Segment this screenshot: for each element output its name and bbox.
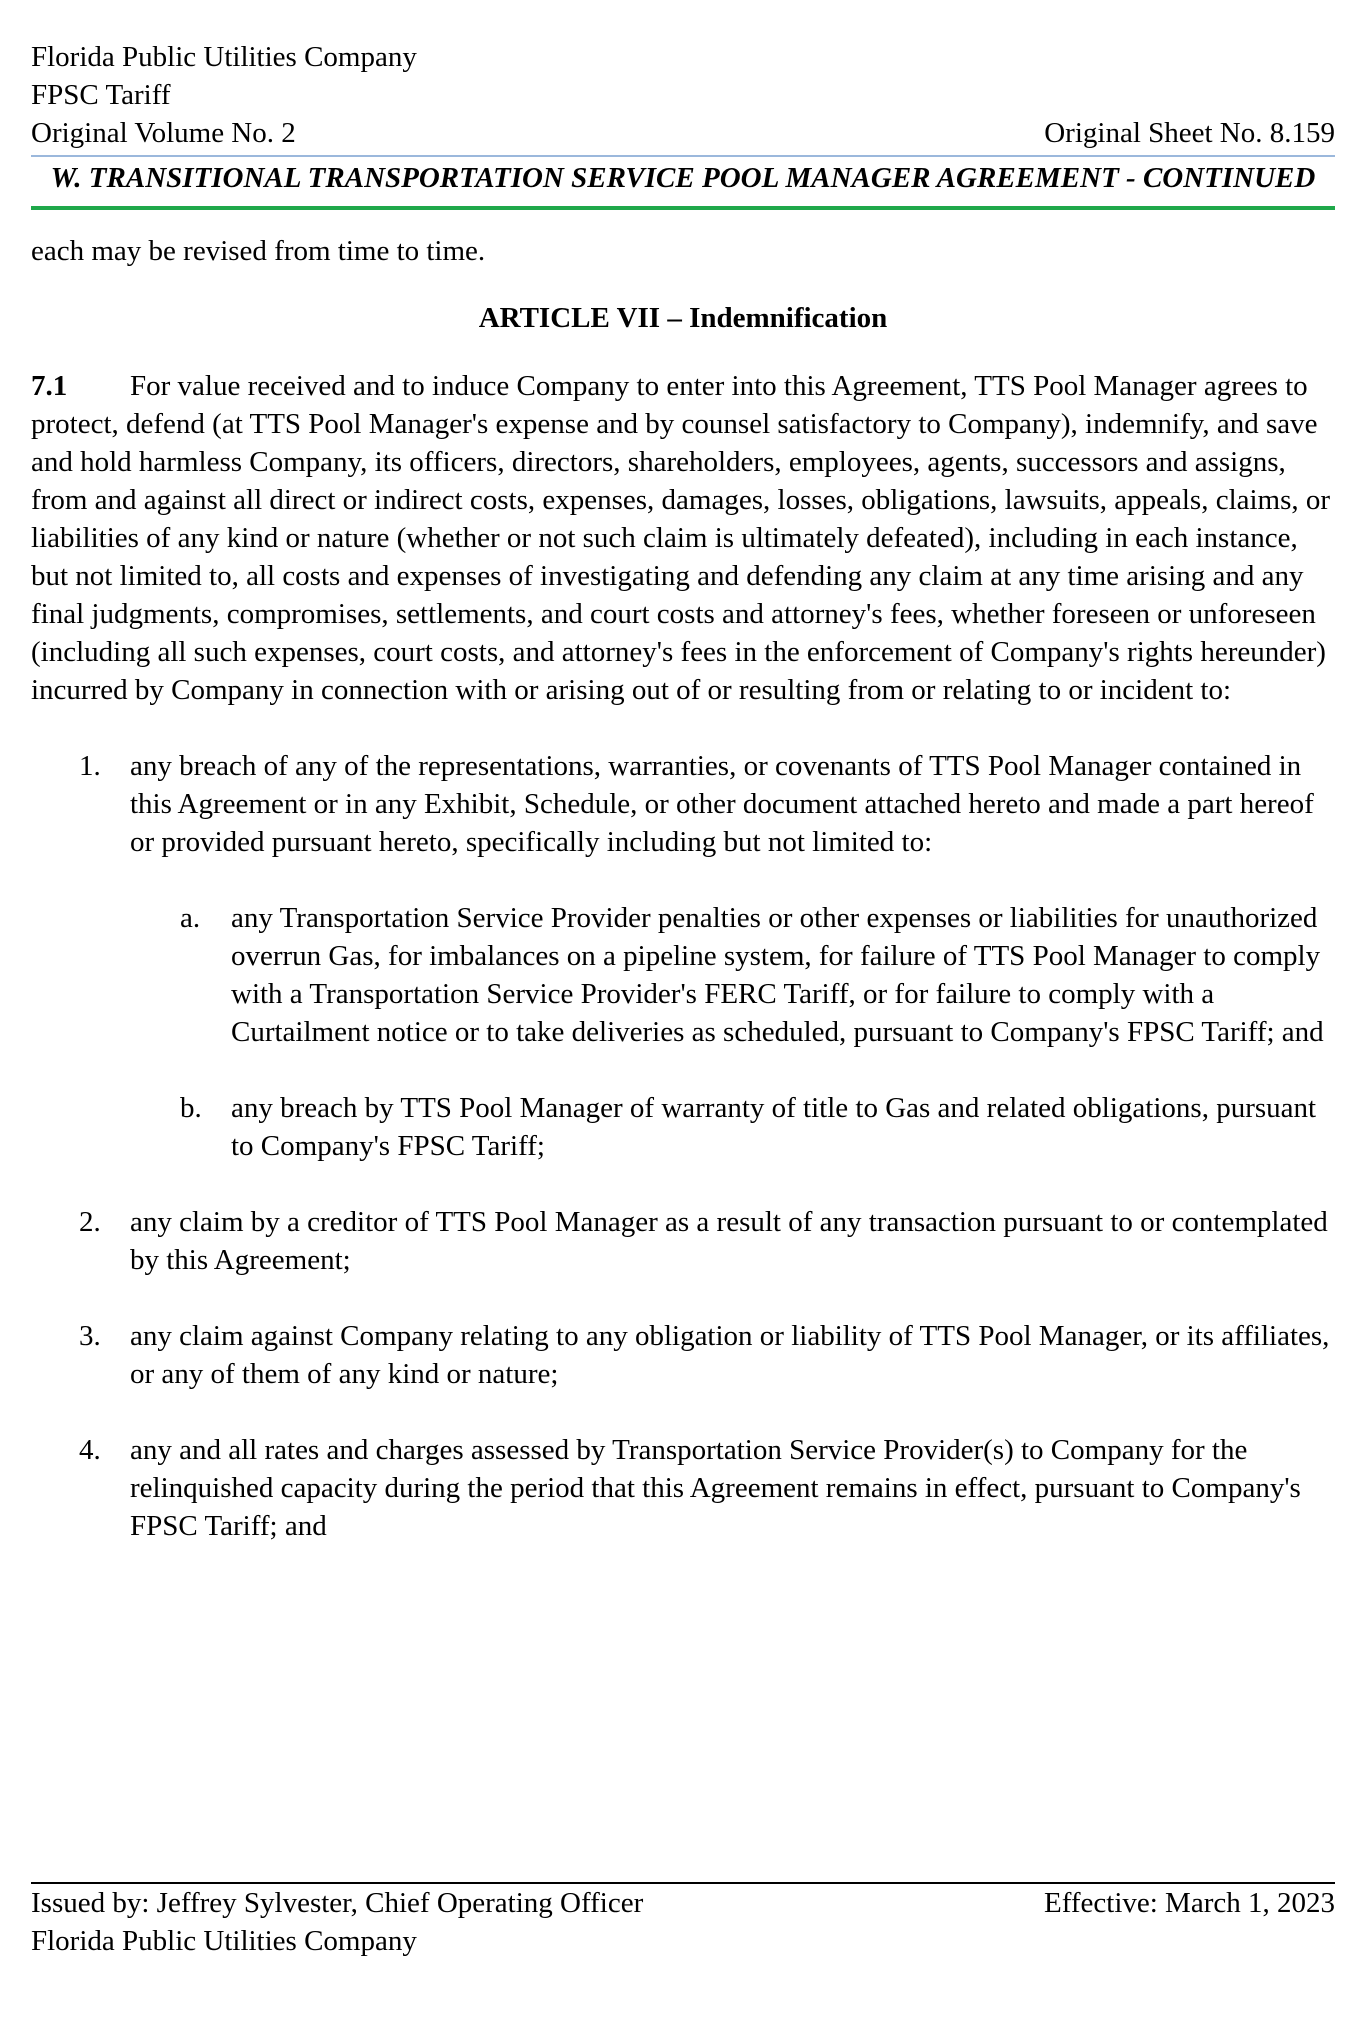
page-footer [31, 1882, 1335, 1960]
header-volume: Original Volume No. 2 [31, 117, 296, 149]
footer-effective-date: Effective: March 1, 2023 [1044, 1887, 1335, 1919]
paragraph-text: For value received and to induce Company to enter into this Agreement, TTS Pool Manager agrees to protect, defend (at TTS Pool Manager's expense and by counsel satisfactory to Company), indemnify, and save and hold harmless Company, its officers, directors, shareholders, employees, agents, successors and assigns, from and against all direct or indirect costs, expenses, damages, losses, obligations, lawsuits, appeals, claims, or liabilities of any kind or nature (whether or not such claim is ultimately defeated), including in each instance, but not limited to, all costs and expenses of investigating and defending any claim at any time arising and any final judgments, compromises, settlements, and court costs and attorney's fees, whether foreseen or unforeseen (including all such expenses, court costs, and attorney's fees in the enforcement of Company's rights hereunder) incurred by Company in connection with or arising out of or resulting from or relating to or incident to: [31, 370, 1331, 706]
list-item-text: any and all rates and charges assessed by Transportation Service Provider(s) to Company for the relinquished capacity during the period that this Agreement remains in effect, pursuant to Company's FPSC Tariff; and [130, 1434, 1301, 1542]
list-item [31, 1317, 1335, 1393]
list-item-number: 1. [79, 750, 101, 782]
header-company: Florida Public Utilities Company [31, 41, 417, 73]
list-item-text: any breach of any of the representations, warranties, or covenants of TTS Pool Manager contained in this Agreement or in any Exhibit, Schedule, or other document attached hereto and made a part hereof or provided pursuant hereto, specifically including but not limited to: [130, 750, 1314, 858]
list-item-text: any claim by a creditor of TTS Pool Manager as a result of any transaction pursuant to or contemplated by this Agreement; [130, 1206, 1328, 1276]
sub-list-item-letter: b. [180, 1092, 202, 1124]
article-heading: ARTICLE VII – Indemnification [478, 302, 888, 334]
sub-list-item [31, 1089, 1335, 1165]
footer-issued-line [31, 1884, 1335, 1922]
paragraph-number: 7.1 [31, 370, 68, 402]
list-item-number: 4. [79, 1434, 101, 1466]
header-divider [31, 155, 1335, 157]
sub-list-item-letter: a. [180, 902, 201, 934]
section-divider [31, 206, 1335, 210]
list-item-text: any claim against Company relating to any obligation or liability of TTS Pool Manager, or its affiliates, or any of them of any kind or nature; [130, 1320, 1330, 1390]
footer-company-line [31, 1922, 1335, 1960]
header-volume-line [31, 114, 1335, 152]
sub-list-item-text: any breach by TTS Pool Manager of warranty of title to Gas and related obligations, pursuant to Company's FPSC Tariff; [231, 1092, 1317, 1162]
list-item [31, 1431, 1335, 1545]
list-item-number: 2. [79, 1206, 101, 1238]
list-item-number: 3. [79, 1320, 101, 1352]
section-title: W. TRANSITIONAL TRANSPORTATION SERVICE POOL MANAGER AGREEMENT - CONTINUED [50, 162, 1316, 194]
footer-company: Florida Public Utilities Company [31, 1925, 417, 1957]
list-item [31, 747, 1335, 861]
header-sheet-number: Original Sheet No. 8.159 [1044, 117, 1335, 149]
list-item [31, 1203, 1335, 1279]
sub-list-item [31, 899, 1335, 1051]
header-company-line [31, 38, 1335, 76]
sub-list-item-text: any Transportation Service Provider penalties or other expenses or liabilities for unauthorized overrun Gas, for imbalances on a pipeline system, for failure of TTS Pool Manager to comply with a Transportation Service Provider's FERC Tariff, or for failure to comply with a Curtailment notice or to take deliveries as scheduled, pursuant to Company's FPSC Tariff; and [231, 902, 1324, 1048]
tariff-sheet [31, 38, 1335, 1545]
footer-issued-by: Issued by: Jeffrey Sylvester, Chief Operating Officer [31, 1887, 644, 1919]
paragraph-7-1 [31, 367, 1335, 709]
continuation-text: each may be revised from time to time. [31, 235, 486, 267]
header-tariff: FPSC Tariff [31, 79, 171, 111]
header-tariff-line [31, 76, 1335, 114]
